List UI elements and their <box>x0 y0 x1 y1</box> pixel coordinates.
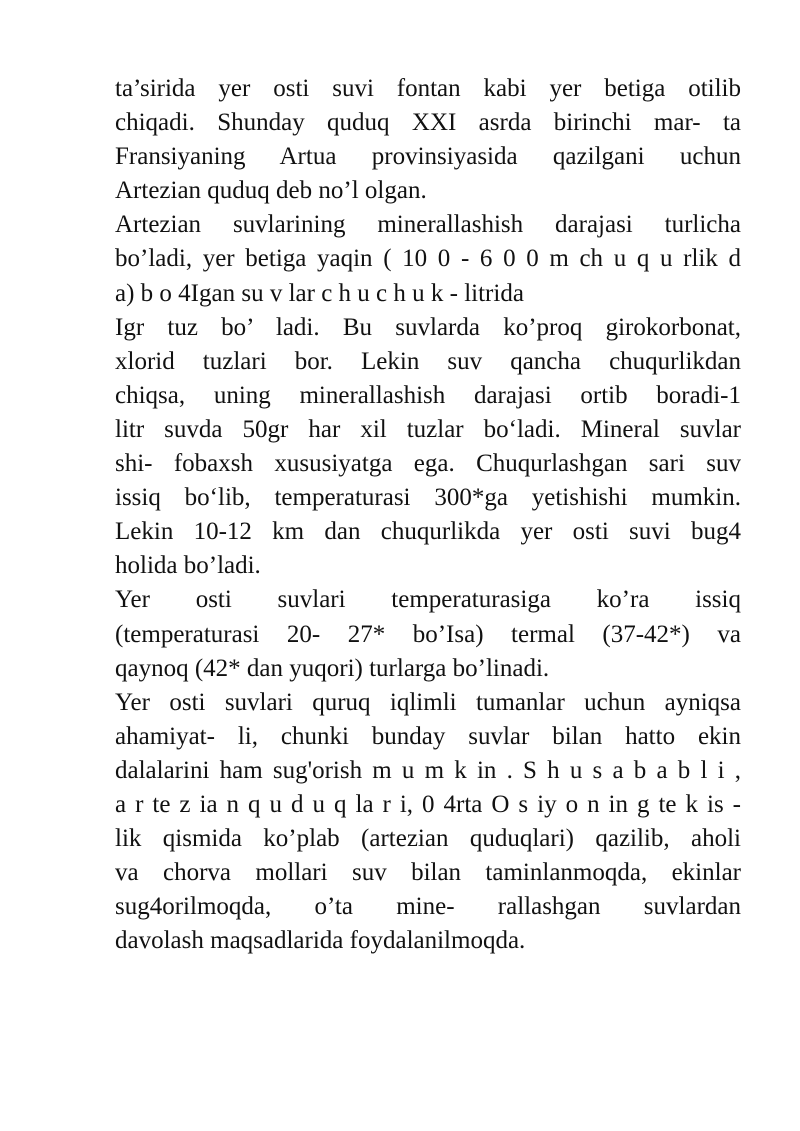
text-line: issiq bo‘lib, temperaturasi 300*ga yetishishi mumkin. <box>115 484 741 512</box>
text-line: ahamiyat- li, chunki bunday suvlar bilan hatto ekin <box>115 722 741 750</box>
text-line: chiqsa, uning minerallashish darajasi ortib boradi-1 <box>115 381 741 409</box>
text-line: lik qismida ko’plab (artezian quduqlari) qazilib, aholi <box>115 825 741 853</box>
paragraph <box>115 208 741 310</box>
text-line: Artezian quduq deb no’l olgan. <box>115 177 427 205</box>
paragraph <box>115 686 741 959</box>
text-line: davolash maqsadlarida foydalanilmoqda. <box>115 927 526 955</box>
text-line: Fransiyaning Artua provinsiyasida qazilgani uchun <box>115 143 741 171</box>
text-line: sug4orilmoqda, o’ta mine- rallashgan suvlardan <box>115 893 741 921</box>
text-line: Yer osti suvlari temperaturasiga ko’ra issiq <box>115 586 741 614</box>
text-line: bo’ladi, yer betiga yaqin ( 10 0 - 6 0 0 m ch u q u rlik d <box>115 245 741 273</box>
text-line: xlorid tuzlari bor. Lekin suv qancha chuqurlikdan <box>115 347 741 375</box>
text-line: va chorva mollari suv bilan taminlanmoqda, ekinlar <box>115 859 741 887</box>
text-line: ta’sirida yer osti suvi fontan kabi yer betiga otilib <box>115 75 741 102</box>
text-line: Yer osti suvlari quruq iqlimli tumanlar uchun ayniqsa <box>115 688 741 716</box>
text-line: Lekin 10-12 km dan chuqurlikda yer osti suvi bug4 <box>115 518 741 546</box>
text-line: chiqadi. Shunday quduq XXI asrda birinchi mar- ta <box>115 109 741 137</box>
document-page <box>115 72 741 958</box>
text-line: qaynoq (42* dan yuqori) turlarga bo’linadi. <box>115 654 550 682</box>
text-line: dalalarini ham sug'orish m u m k in . S h u s a b a b l i , <box>115 756 741 784</box>
text-line: Igr tuz bo’ ladi. Bu suvlarda ko’proq girokorbonat, <box>115 313 741 341</box>
text-line: shi- fobaxsh xususiyatga ega. Chuqurlashgan sari suv <box>115 450 741 478</box>
text-line: holida bo’ladi. <box>115 552 261 580</box>
text-line: a r te z ia n q u d u q la r i, 0 4rta O s iy o n in g te k is - <box>115 790 741 818</box>
text-line: (temperaturasi 20- 27* bo’Isa) termal (37-42*) va <box>115 620 741 648</box>
text-line: a) b o 4Igan su v lar c h u c h u k - litrida <box>115 279 524 307</box>
paragraph <box>115 72 741 208</box>
text-line: Artezian suvlarining minerallashish darajasi turlicha <box>115 211 741 239</box>
paragraph <box>115 583 741 685</box>
text-line: litr suvda 50gr har xil tuzlar bo‘ladi. Mineral suvlar <box>115 415 741 443</box>
paragraph <box>115 311 741 584</box>
